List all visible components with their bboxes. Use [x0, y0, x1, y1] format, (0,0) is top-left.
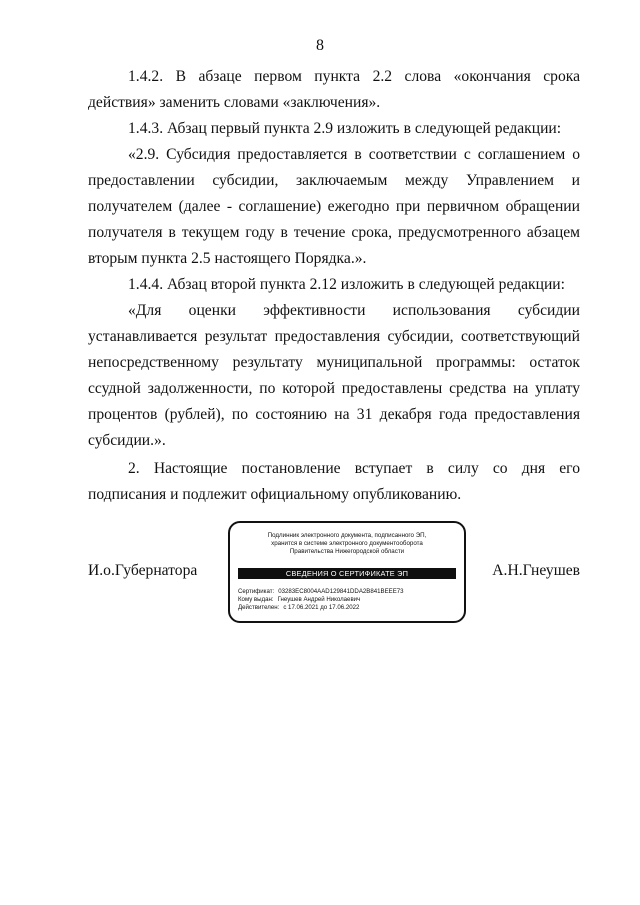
stamp-header-line: хранится в системе электронного документооборота	[271, 540, 423, 547]
electronic-signature-stamp	[228, 521, 466, 623]
document-body	[88, 64, 580, 508]
signatory-name: А.Н.Гнеушев	[492, 562, 580, 579]
stamp-header	[230, 532, 464, 556]
signatory-position: И.о.Губернатора	[88, 562, 198, 579]
certificate-label: Сертификат:	[238, 588, 275, 595]
stamp-header-line: Правительства Нижегородской области	[289, 548, 405, 555]
paragraph: 2. Настоящие постановление вступает в силу со дня его подписания и подлежит официальному опубликованию.	[88, 460, 580, 503]
paragraph: 1.4.3. Абзац первый пункта 2.9 изложить в следующей редакции:	[128, 120, 562, 137]
issued-to-value: Гнеушев Андрей Николаевич	[277, 596, 361, 603]
issued-to-label: Кому выдан:	[238, 596, 274, 603]
paragraph: «Для оценки эффективности использования субсидии устанавливается результат предоставления субсидии, соответствующий непосредственному результату муниципальной программы: остаток ссудной задолженности, по которой предоставлены средства на уплату процентов (рублей), по состоянию на 31 декабря года предоставления субсидии.».	[88, 302, 580, 449]
issued-to-row	[238, 596, 408, 604]
page-number: 8	[316, 37, 324, 54]
certificate-value: 03283EC8004AAD129841DDA2B841BEEE73	[278, 588, 404, 595]
paragraph: 1.4.4. Абзац второй пункта 2.12 изложить в следующей редакции:	[128, 276, 565, 293]
valid-row	[238, 604, 408, 612]
valid-label: Действителен:	[238, 604, 280, 611]
stamp-certificate-info	[238, 588, 408, 612]
valid-value: с 17.06.2021 до 17.06.2022	[283, 604, 360, 611]
paragraph: «2.9. Субсидия предоставляется в соответствии с соглашением о предоставлении субсидии, заключаемым между Управлением и получателем (далее - соглашение) ежегодно при первичном обращении получателя в текущем году в течение срока, предусмотренного абзацем вторым пункта 2.5 настоящего Порядка.».	[88, 146, 580, 267]
paragraph: 1.4.2. В абзаце первом пункта 2.2 слова «окончания срока действия» заменить словами «заключения».	[88, 68, 580, 111]
certificate-row	[238, 588, 408, 596]
stamp-header-line: Подлинник электронного документа, подписанного ЭП,	[267, 532, 427, 539]
stamp-title: СВЕДЕНИЯ О СЕРТИФИКАТЕ ЭП	[238, 568, 456, 579]
